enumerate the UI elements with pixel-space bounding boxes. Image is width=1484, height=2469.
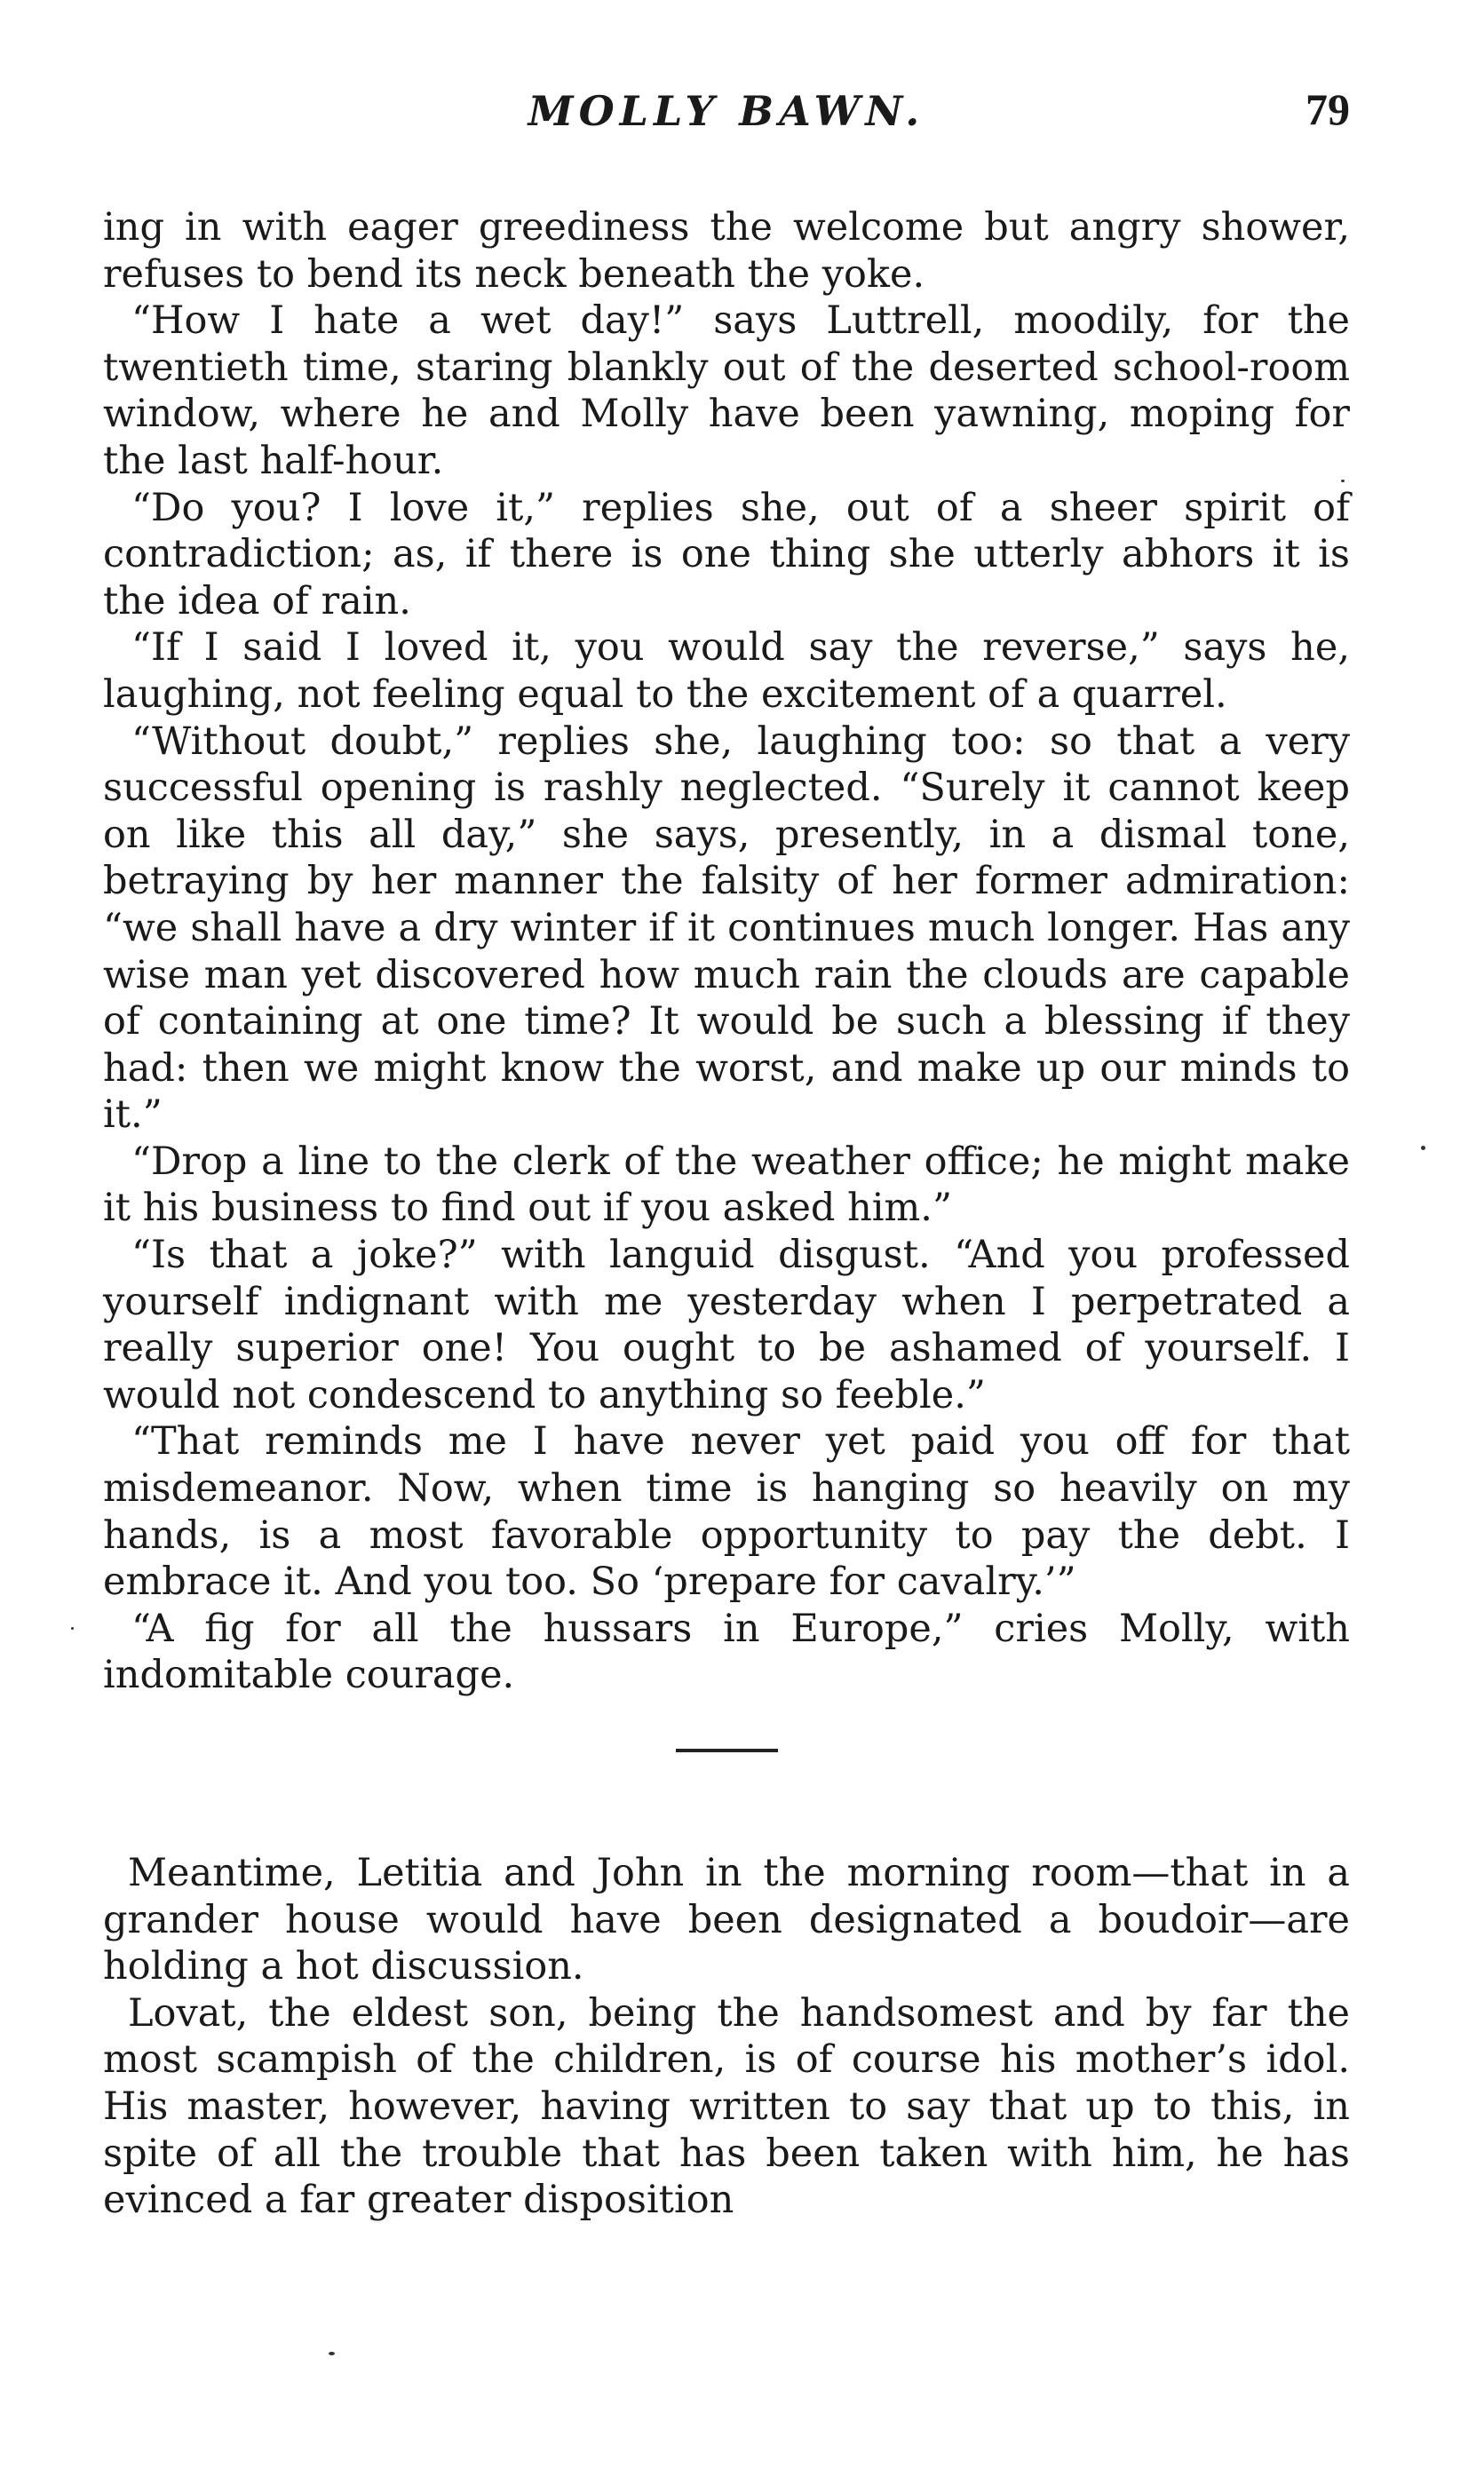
- print-speck: [1421, 1146, 1425, 1150]
- paragraph: “How I hate a wet day!” says Luttrell, moodily, for the twentieth time, staring blankly out of the deserted school-room window, where he and Molly have been yawning, moping for the last half-hour.: [103, 298, 1350, 483]
- paragraph: “Drop a line to the clerk of the weather office; he might make it his business to find out if you asked him.”: [103, 1139, 1350, 1231]
- print-speck: [1341, 480, 1345, 482]
- print-speck: [71, 1627, 74, 1630]
- running-title: MOLLY BAWN.: [528, 87, 925, 135]
- paragraph: “Do you? I love it,” replies she, out of a sheer spirit of contradiction; as, if there is one thing she utterly abhors it is the idea of rain.: [103, 485, 1350, 623]
- section-gap: [103, 1752, 1350, 1850]
- paragraph: “Is that a joke?” with languid disgust. “And you professed yourself indignant with me yesterday when I perpetrated a really superior one! You ought to be ashamed of yourself. I would not condescend to anything so feeble.”: [103, 1233, 1350, 1417]
- running-head: [103, 80, 1350, 155]
- paragraph: “A fig for all the hussars in Europe,” cries Molly, with indomitable courage.: [103, 1606, 1350, 1698]
- paragraph: Meantime, Letitia and John in the morning room—that in a grander house would have been designated a boudoir—are holding a hot discussion.: [103, 1851, 1350, 1989]
- paragraph: “That reminds me I have never yet paid you off for that misdemeanor. Now, when time is hanging so heavily on my hands, is a most favorable opportunity to pay the debt. I embrace it. And you too. So ‘prepare for cavalry.’”: [103, 1419, 1350, 1605]
- paragraph: ing in with eager greediness the welcome but angry shower, refuses to bend its neck beneath the yoke.: [103, 205, 1350, 297]
- book-page: [103, 80, 1350, 2224]
- page-number: 79: [1305, 84, 1350, 134]
- paragraph: “If I said I loved it, you would say the reverse,” says he, laughing, not feeling equal to the excitement of a quarrel.: [103, 625, 1350, 717]
- body-text: [103, 204, 1350, 2224]
- print-speck: [329, 2352, 335, 2355]
- paragraph: “Without doubt,” replies she, laughing too: so that a very successful opening is rashly neglected. “Surely it cannot keep on like this all day,” she says, presently, in a dismal tone, betraying by her manner the falsity of her former admiration: “we shall have a dry winter if it continues much longer. Has any wise man yet discovered how much rain the clouds are capable of containing at one time? It would be such a blessing if they had: then we might know the worst, and make up our minds to it.”: [103, 718, 1350, 1138]
- paragraph: Lovat, the eldest son, being the handsomest and by far the most scampish of the children, is of course his mother’s idol. His master, however, having written to say that up to this, in spite of all the trouble that has been taken with him, he has evinced a far greater disposition: [103, 1990, 1350, 2223]
